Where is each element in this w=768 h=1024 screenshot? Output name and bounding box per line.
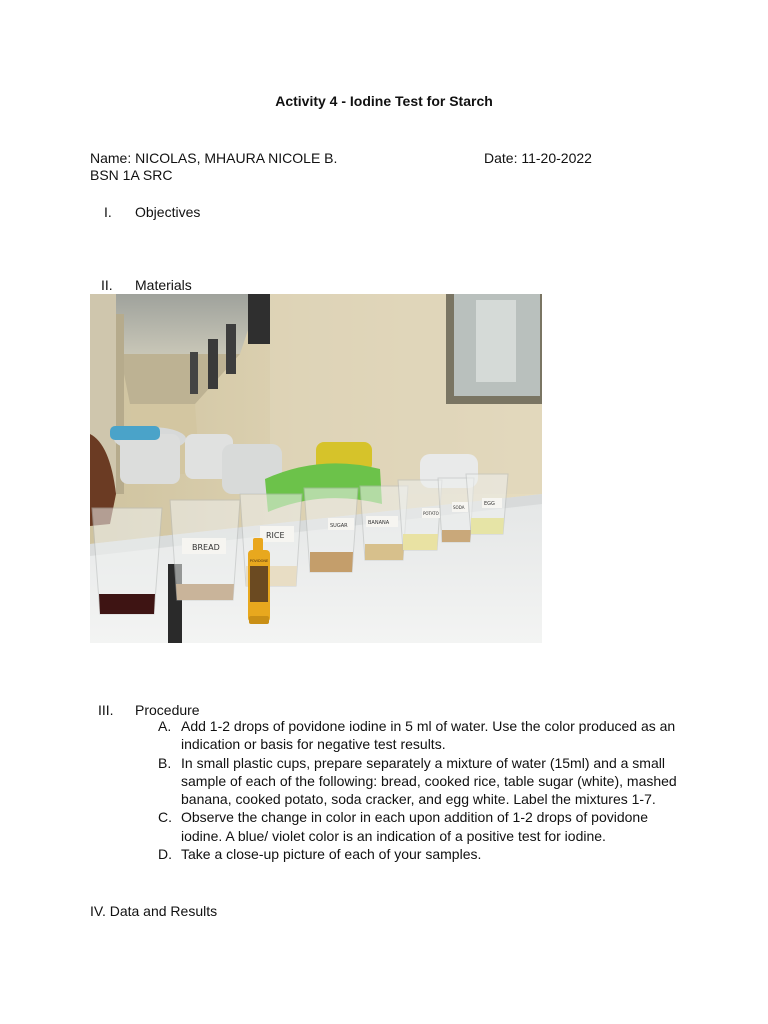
step-line: Take a close-up picture of each of your samples.: [181, 846, 482, 863]
step-line: banana, cooked potato, soda cracker, and egg white. Label the mixtures 1-7.: [181, 791, 656, 808]
materials-photo: [90, 294, 542, 643]
objectives-number: I.: [104, 204, 112, 220]
page-title: Activity 4 - Iodine Test for Starch: [275, 93, 493, 109]
povidone-bottle: [248, 538, 270, 624]
step-line: sample of each of the following: bread, cooked rice, table sugar (white), mashed: [181, 772, 677, 789]
step-line: Add 1-2 drops of povidone iodine in 5 ml of water. Use the color produced as an: [181, 718, 676, 734]
student-section: BSN 1A SRC: [90, 167, 173, 183]
step-line: iodine. A blue/ violet color is an indication of a positive test for iodine.: [181, 827, 606, 844]
step-letter: B.: [158, 754, 172, 771]
activity-date: Date: 11-20-2022: [484, 150, 592, 166]
cup-label: BANANA: [368, 520, 390, 526]
materials-heading: Materials: [135, 277, 192, 293]
procedure-step: [158, 845, 678, 863]
materials-number: II.: [101, 277, 113, 293]
cup-label: POTATO: [423, 511, 439, 516]
objectives-heading: Objectives: [135, 204, 201, 220]
step-letter: A.: [158, 718, 172, 734]
step-letter: C.: [158, 809, 172, 826]
procedure-step: [158, 717, 678, 754]
cup-label: RICE: [266, 531, 285, 540]
data-results-heading: IV. Data and Results: [90, 903, 218, 919]
procedure-step: [158, 754, 678, 809]
cup-label: EGG: [484, 501, 495, 507]
bottle-label: POVIDONE: [249, 559, 269, 563]
step-line: indication or basis for negative test results.: [181, 736, 446, 753]
procedure-list: [158, 717, 678, 863]
step-line: Observe the change in color in each upon addition of 1-2 drops of povidone: [181, 809, 648, 826]
step-line: In small plastic cups, prepare separately a mixture of water (15ml) and a small: [181, 754, 665, 771]
student-name: Name: NICOLAS, MHAURA NICOLE B.: [90, 150, 338, 166]
procedure-step: [158, 808, 678, 845]
procedure-number: III.: [98, 702, 114, 718]
procedure-heading: Procedure: [135, 702, 200, 718]
cup-label: SUGAR: [330, 523, 348, 529]
cup-label: SODA: [453, 505, 465, 510]
cup-label: BREAD: [192, 543, 220, 552]
step-letter: D.: [158, 846, 172, 863]
